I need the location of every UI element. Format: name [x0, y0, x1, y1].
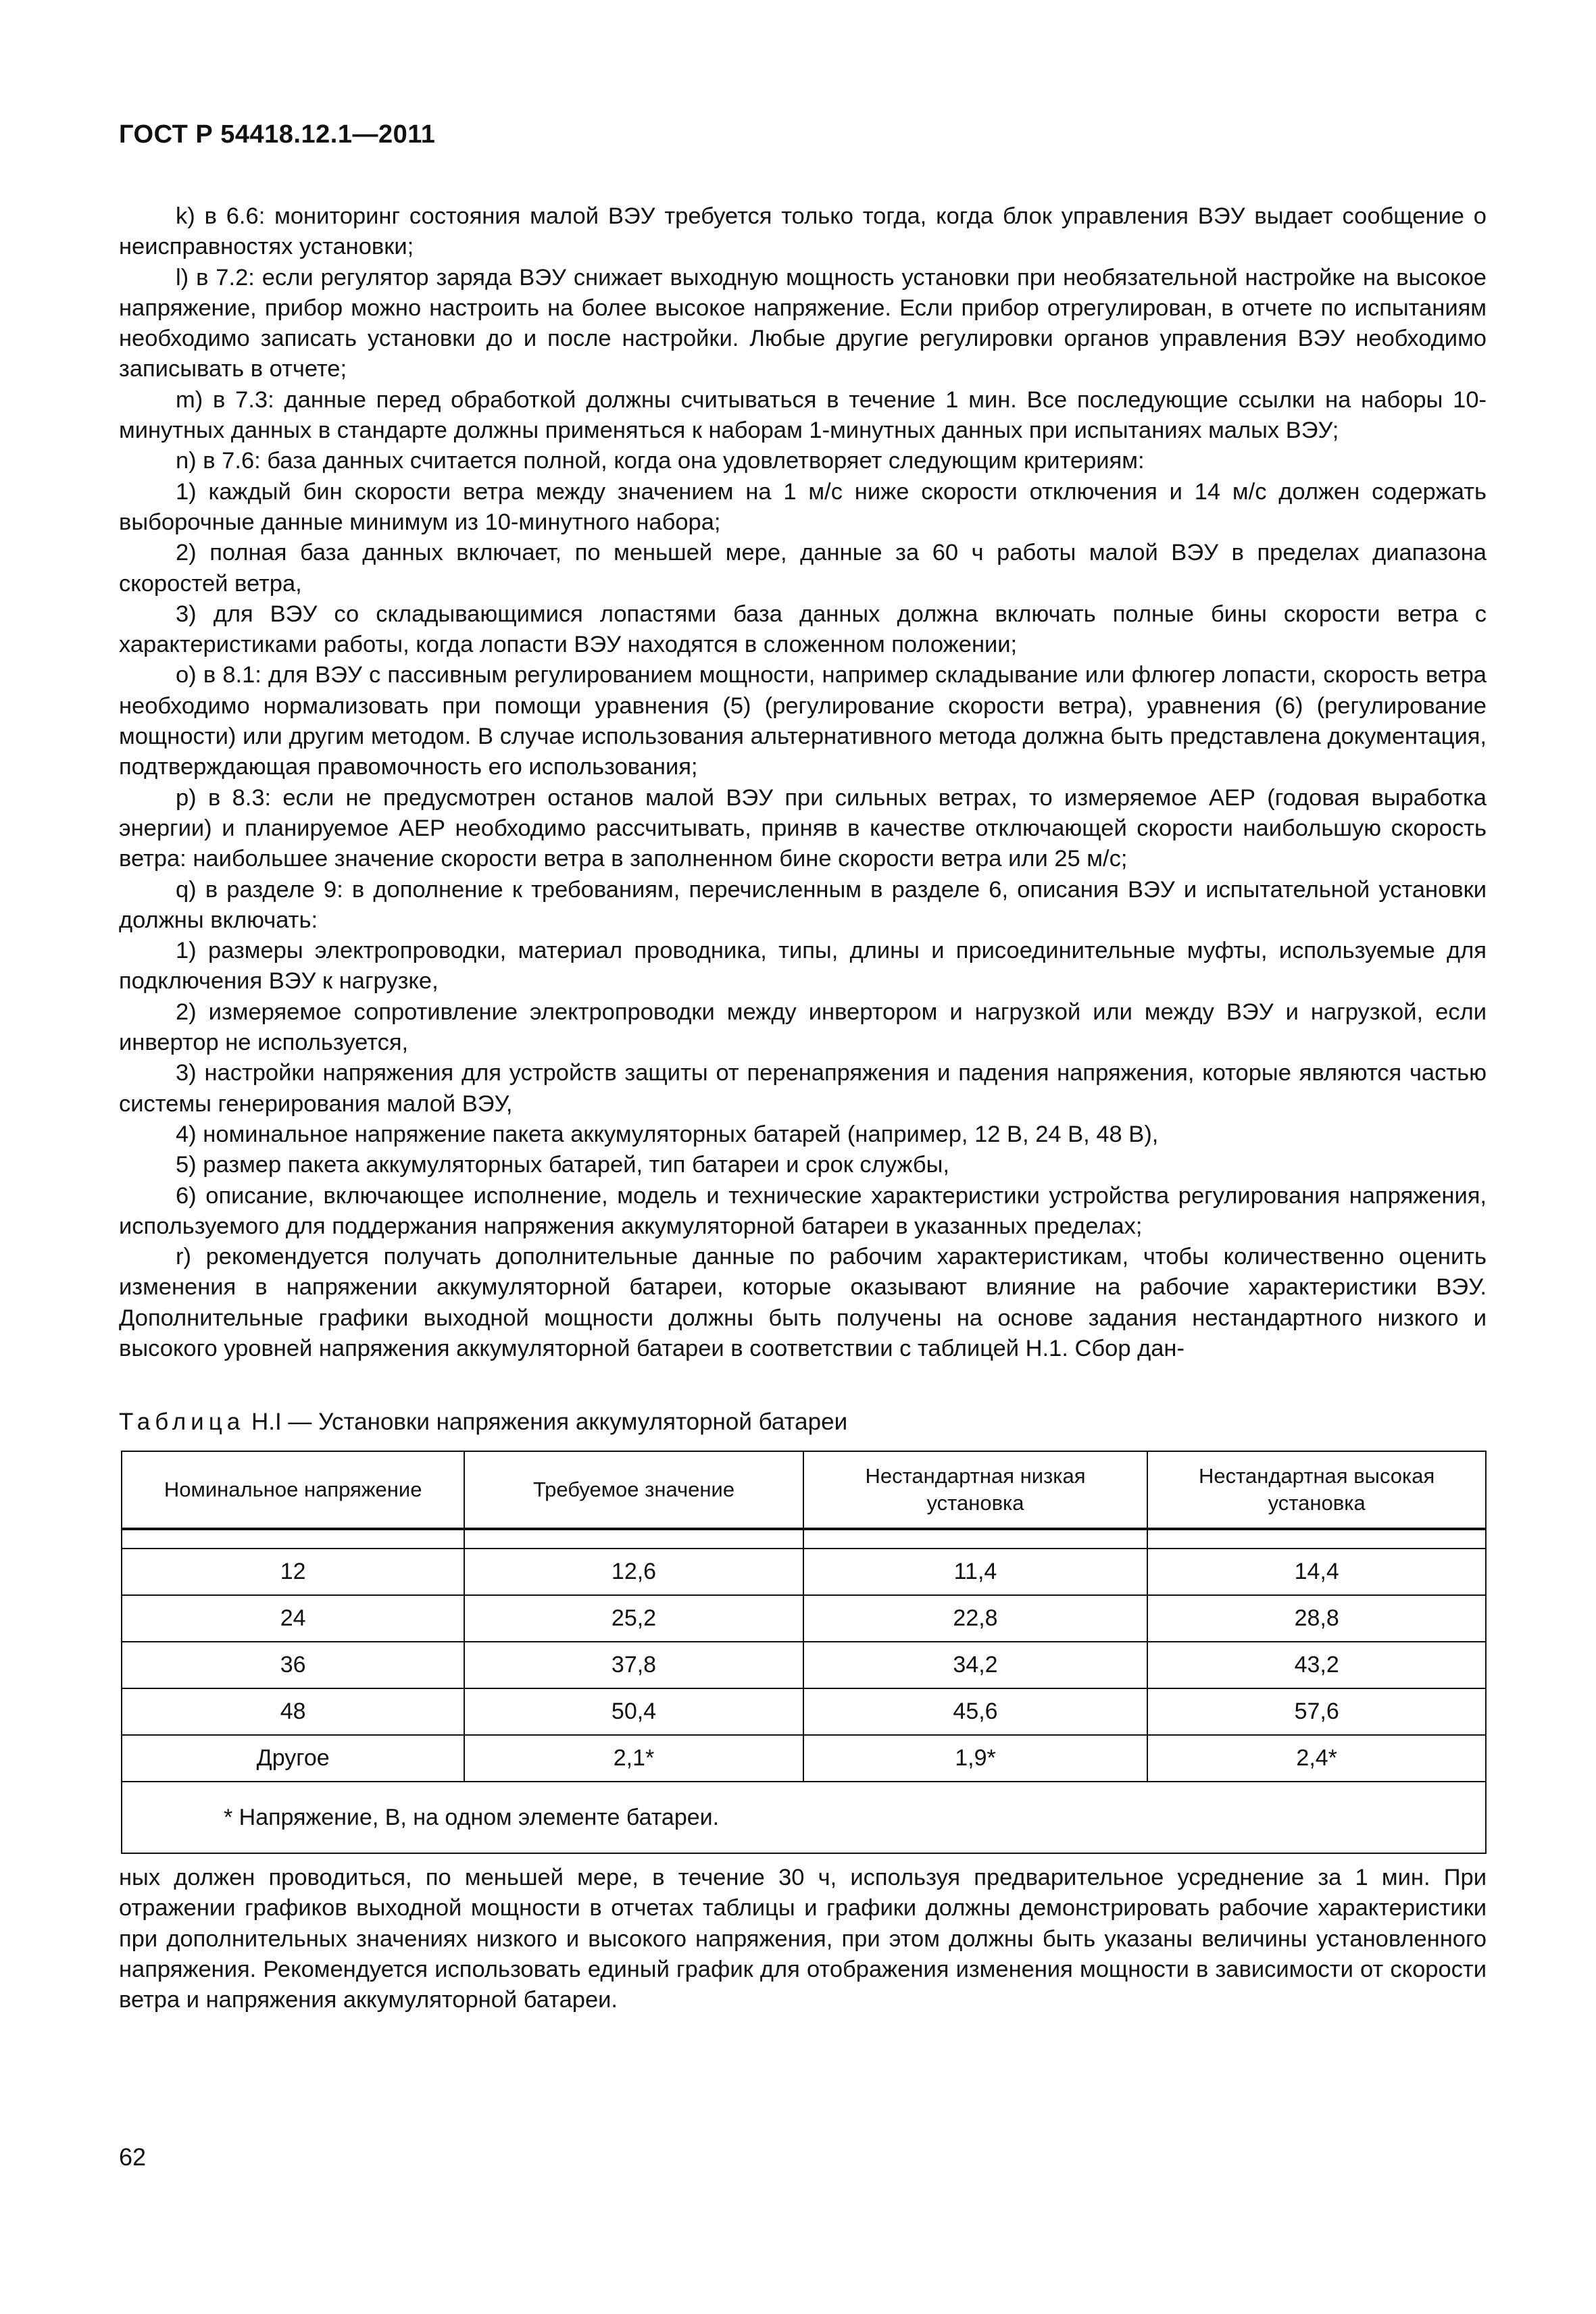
table-cell: 50,4 — [464, 1688, 803, 1735]
table-row — [122, 1549, 1486, 1595]
paragraph-continuation: ных должен проводиться, по меньшей мере, в течение 30 ч, используя предварительное усреднение за 1 мин. При отражении графиков выходной мощности в отчетах таблицы и графики должны демонстрировать рабочие характеристики при дополнительных значениях низкого и высокого напряжения, при этом должны быть указаны величины установленного напряжения. Рекомендуется использовать единый график для отображения изменения мощности в зависимости от скорости ветра и напряжения аккумуляторной батареи. — [119, 1865, 1487, 2013]
table-header-cell: Нестандартная низкая установка — [803, 1451, 1148, 1529]
table-spacer-row — [122, 1529, 1486, 1549]
table-header-cell: Нестандартная высокая установка — [1147, 1451, 1486, 1529]
table-caption-label: Таблица — [119, 1409, 245, 1435]
table-cell: 36 — [122, 1642, 464, 1688]
table-cell: 24 — [122, 1595, 464, 1642]
table-caption-text: Н.I — Установки напряжения аккумуляторной батареи — [251, 1409, 848, 1435]
voltage-settings-table — [121, 1451, 1487, 1854]
table-row — [122, 1642, 1486, 1688]
paragraph-q: q) в разделе 9: в дополнение к требованиям, перечисленным в разделе 6, описания ВЭУ и испытательной установки должны включать: — [119, 876, 1487, 933]
paragraph-q-1: 1) размеры электропроводки, материал проводника, типы, длины и присоединительные муфты, используемые для подключения ВЭУ к нагрузке, — [119, 938, 1487, 995]
paragraph-n-3: 3) для ВЭУ со складывающимися лопастями база данных должна включать полные бины скорости ветра с характеристиками работы, когда лопасти ВЭУ находятся в сложенном положении; — [119, 601, 1487, 658]
document-header: ГОСТ Р 54418.12.1—2011 — [119, 120, 436, 149]
table-cell: 45,6 — [803, 1688, 1148, 1735]
table-cell: 1,9* — [803, 1735, 1148, 1782]
table-header-cell: Номинальное напряжение — [122, 1451, 464, 1529]
table-caption — [119, 1407, 847, 1437]
paragraph-l: l) в 7.2: если регулятор заряда ВЭУ снижает выходную мощность установки при необязательной настройке на высокое напряжение, прибор можно настроить на более высокое напряжение. Если прибор отрегулирован, в отчете по испытаниям необходимо записать установки до и после настройки. Любые другие регулировки органов управления ВЭУ необходимо записывать в отчете; — [119, 264, 1487, 382]
table-cell: 57,6 — [1147, 1688, 1486, 1735]
paragraph-p: p) в 8.3: если не предусмотрен останов малой ВЭУ при сильных ветрах, то измеряемое АЕР (годовая выработка энергии) и планируемое АЕР необходимо рассчитывать, приняв в качестве отключающей скорости наибольшую скорость ветра: наибольшее значение скорости ветра в заполненном бине скорости ветра или 25 м/с; — [119, 784, 1487, 872]
paragraph-n-2: 2) полная база данных включает, по меньшей мере, данные за 60 ч работы малой ВЭУ в пределах диапазона скоростей ветра, — [119, 540, 1487, 597]
paragraph-q-5: 5) размер пакета аккумуляторных батарей, тип батареи и срок службы, — [176, 1152, 950, 1178]
table-cell: Другое — [122, 1735, 464, 1782]
table-cell: 28,8 — [1147, 1595, 1486, 1642]
paragraph-q-2: 2) измеряемое сопротивление электропроводки между инвертором и нагрузкой или между ВЭУ и нагрузкой, если инвертор не используется, — [119, 999, 1487, 1056]
paragraph-n-1: 1) каждый бин скорости ветра между значением на 1 м/с ниже скорости отключения и 14 м/с должен содержать выборочные данные минимум из 10-минутного набора; — [119, 478, 1487, 535]
table-cell: 2,4* — [1147, 1735, 1486, 1782]
paragraph-q-6: 6) описание, включающее исполнение, модель и технические характеристики устройства регулирования напряжения, используемого для поддержания напряжения аккумуляторной батареи в указанных пределах; — [119, 1182, 1487, 1239]
paragraph-o: o) в 8.1: для ВЭУ с пассивным регулированием мощности, например складывание или флюгер лопасти, скорость ветра необходимо нормализовать при помощи уравнения (5) (регулирование скорости ветра), уравнения (6) (регулирование мощности) или другим методом. В случае использования альтернативного метода должна быть представлена документация, подтверждающая правомочность его использования; — [119, 662, 1487, 780]
table-cell: 43,2 — [1147, 1642, 1486, 1688]
table-cell: 14,4 — [1147, 1549, 1486, 1595]
paragraph-q-4: 4) номинальное напряжение пакета аккумуляторных батарей (например, 12 В, 24 В, 48 В), — [176, 1121, 1159, 1147]
table-footnote-row — [122, 1782, 1486, 1853]
table-cell: 22,8 — [803, 1595, 1148, 1642]
paragraph-n: n) в 7.6: база данных считается полной, когда она удовлетворяет следующим критериям: — [176, 448, 1145, 474]
page-number: 62 — [119, 2143, 147, 2171]
paragraph-q-3: 3) настройки напряжения для устройств защиты от перенапряжения и падения напряжения, которые являются частью системы генерирования малой ВЭУ, — [119, 1060, 1487, 1117]
table-footnote: * Напряжение, В, на одном элементе батареи. — [122, 1782, 1486, 1853]
table-cell: 11,4 — [803, 1549, 1148, 1595]
paragraph-m: m) в 7.3: данные перед обработкой должны считываться в течение 1 мин. Все последующие ссылки на наборы 10-минутных данных в стандарте должны применяться к наборам 1-минутных данных при испытаниях малых ВЭУ; — [119, 386, 1487, 444]
table-row — [122, 1688, 1486, 1735]
table-cell: 2,1* — [464, 1735, 803, 1782]
paragraph-k: k) в 6.6: мониторинг состояния малой ВЭУ требуется только тогда, когда блок управления ВЭУ выдает сообщение о неисправностях установки; — [119, 203, 1487, 260]
table-cell: 48 — [122, 1688, 464, 1735]
table-cell: 25,2 — [464, 1595, 803, 1642]
table-cell: 37,8 — [464, 1642, 803, 1688]
table-header-cell: Требуемое значение — [464, 1451, 803, 1529]
paragraph-r: r) рекомендуется получать дополнительные данные по рабочим характеристикам, чтобы количественно оценить изменения в напряжении аккумуляторной батареи, которые оказывают влияние на рабочие характеристики ВЭУ. Дополнительные графики выходной мощности должны быть получены на основе задания нестандартного низкого и высокого уровней напряжения аккумуляторной батареи в соответствии с таблицей Н.1. Сбор дан- — [119, 1244, 1487, 1361]
table-cell: 12,6 — [464, 1549, 803, 1595]
table-cell: 34,2 — [803, 1642, 1148, 1688]
table-row — [122, 1595, 1486, 1642]
table-row — [122, 1735, 1486, 1782]
body-text-top — [119, 201, 1487, 1364]
body-text-bottom — [119, 1863, 1487, 2015]
table-header-row — [122, 1451, 1486, 1529]
table-cell: 12 — [122, 1549, 464, 1595]
